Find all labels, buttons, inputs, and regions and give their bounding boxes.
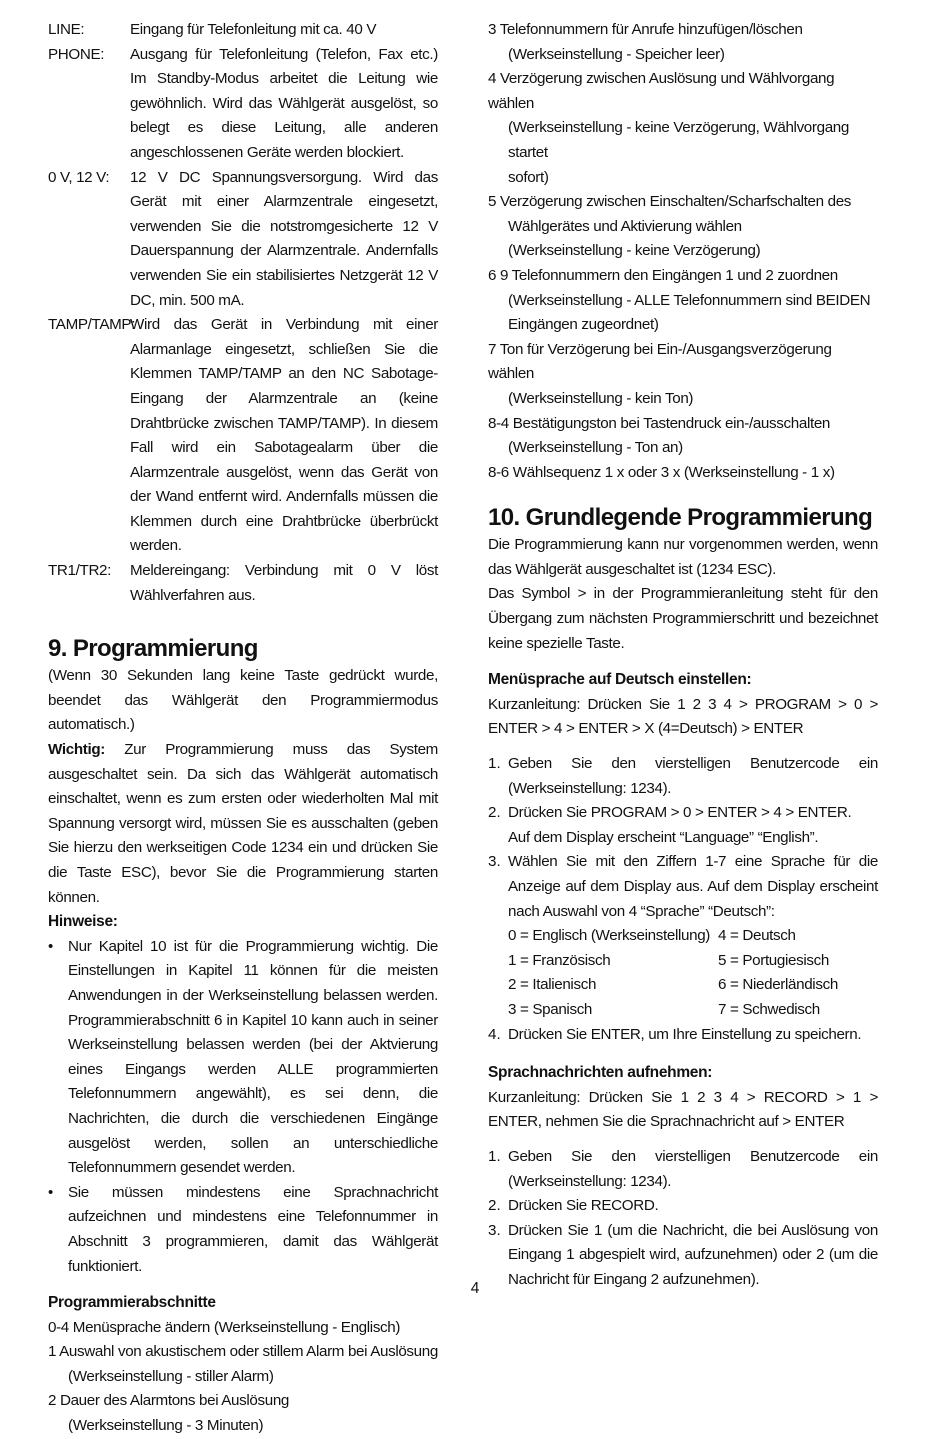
section-item: 0-4 Menüsprache ändern (Werkseinstellung - Englisch) [48,1318,401,1336]
record-steps [488,1145,878,1293]
step-number: 1. [488,755,501,773]
record-short-guide: Kurzanleitung: Drücken Sie 1 2 3 4 > RECORD > 1 > ENTER, nehmen Sie die Sprachnachricht auf > ENTER [488,1088,878,1131]
language-steps [488,752,878,1047]
step-line: Auf dem Display erscheint “Language” “English”. [508,828,819,846]
section-item: 2 Dauer des Alarmtons bei Auslösung [48,1392,290,1410]
right-column [488,18,878,1293]
section-10-heading: 10. Grundlegende Programmierung [488,504,873,532]
definition-term: TR1/TR2: [48,562,112,580]
section-item-detail: (Werkseinstellung - ALLE Telefonnummern sind BEIDEN [508,291,871,309]
important-paragraph [48,738,438,910]
program-sections-left [48,1316,438,1439]
definition-row [48,43,438,166]
record-heading: Sprachnachrichten aufnehmen: [488,1064,713,1082]
note-text: Nur Kapitel 10 ist für die Programmierung wichtig. Die Einstellungen in Kapitel 11 können für die meisten Anwendungen in der Werkseinstellung belassen werden. Programmierabschnitt 6 in Kapitel 10 kann auch in seiner Werkseinstellung belassen werden (bei der Aktvierung eines Eingangs werden ALLE programmierten Telefonnummern angewählt), es sei denn, die Nachrichten, die durch die verschiedenen Eingänge ausgelöst werden, sollen an unterschiedliche Telefonnummern gesendet werden. [68,937,438,1177]
section-item-detail: Wählgerätes und Aktivierung wählen [508,217,742,235]
definition-row [48,18,438,43]
section-item-detail: (Werkseinstellung - Speicher leer) [508,45,725,63]
definition-term: PHONE: [48,45,105,63]
language-option: 4 = Deutsch [718,927,796,945]
section-10-paragraph: Das Symbol > in der Programmieranleitung steht für den Übergang zum nächsten Programmierschritt und bezeichnet keine spezielle Taste. [488,585,878,652]
notes-heading: Hinweise: [48,913,118,931]
section-item: 7 Ton für Verzögerung bei Ein-/Ausgangsverzögerung wählen [488,340,832,383]
list-item [488,850,878,924]
list-item [488,1194,878,1219]
section-item-detail: (Werkseinstellung - keine Verzögerung) [508,242,761,260]
definition-row [48,559,438,608]
step-text: Drücken Sie RECORD. [508,1197,659,1215]
step-line: Drücken Sie PROGRAM > 0 > ENTER > 4 > ENTER. [508,804,852,822]
sections-heading: Programmierabschnitte [48,1294,216,1312]
note-text: Sie müssen mindestens eine Sprachnachricht aufzeichnen und mindestens eine Telefonnummer in Abschnitt 3 programmieren, damit das Wählgerät funktioniert. [68,1183,438,1275]
step-number: 2. [488,804,501,822]
definition-desc: 12 V DC Spannungsversorgung. Wird das Gerät mit einer Alarmzentrale eingesetzt, verwenden Sie die notstromgesicherte 12 V Dauerspannung der Alarmzentrale. Andernfalls verwenden Sie ein stabilisiertes Netzgerät 12 V DC, min. 500 mA. [130,168,438,309]
bullet-icon: • [48,1183,54,1201]
bullet-icon: • [48,937,54,955]
definition-desc: Eingang für Telefonleitung mit ca. 40 V [130,21,377,38]
section-item-detail: sofort) [508,168,549,186]
definition-desc: Meldereingang: Verbindung mit 0 V löst Wählverfahren aus. [130,562,438,604]
important-label: Wichtig: [48,741,105,759]
section-item-detail: (Werkseinstellung - kein Ton) [508,389,694,407]
list-item [488,752,878,801]
section-item-detail: (Werkseinstellung - Ton an) [508,439,683,457]
definition-term: TAMP/TAMP: [48,316,136,334]
language-heading: Menüsprache auf Deutsch einstellen: [488,671,752,689]
list-item [488,801,878,850]
step-text: Geben Sie den vierstelligen Benutzercode ein (Werkseinstellung: 1234). [508,755,878,797]
step-number: 3. [488,853,501,871]
list-item [48,935,438,1181]
section-item-detail: (Werkseinstellung - keine Verzögerung, Wählvorgang startet [508,119,850,161]
list-item [48,1181,438,1279]
section-9-intro: (Wenn 30 Sekunden lang keine Taste gedrückt wurde, beendet das Wählgerät den Programmiermodus automatisch.) [48,667,438,734]
definition-term: 0 V, 12 V: [48,168,110,186]
step-number: 3. [488,1221,501,1239]
language-option: 1 = Französisch [508,951,611,969]
section-item: 6 9 Telefonnummern den Eingängen 1 und 2 zuordnen [488,266,838,284]
definition-desc: Wird das Gerät in Verbindung mit einer Alarmanlage eingesetzt, schließen Sie die Klemmen TAMP/TAMP an den NC Sabotage-Eingang der Alarmzentrale an (keine Drahtbrücke zwischen TAMP/TAMP). In diesem Fall wird ein Sabotagealarm über die Alarmzentrale ausgelöst, wenn das Gerät von der Wand entfernt wird. Andernfalls müssen die Klemmen durch eine Drahtbrücke überbrückt werden. [130,316,438,555]
section-item: 3 Telefonnummern für Anrufe hinzufügen/löschen [488,21,803,38]
definition-row [48,313,438,559]
step-text: Geben Sie den vierstelligen Benutzercode ein (Werkseinstellung: 1234). [508,1147,878,1190]
step-number: 4. [488,1025,501,1043]
language-option: 3 = Spanisch [508,1000,593,1018]
terminal-definitions [48,18,438,608]
program-sections-right [488,18,878,485]
language-option: 7 = Schwedisch [718,1000,820,1018]
language-short-guide: Kurzanleitung: Drücken Sie 1 2 3 4 > PROGRAM > 0 > ENTER > 4 > ENTER > X (4=Deutsch) > ENTER [488,695,878,738]
list-item [488,1145,878,1194]
notes-list [48,935,438,1279]
page-number: 4 [470,1280,480,1297]
definition-term: LINE: [48,21,85,38]
section-item: 8-4 Bestätigungston bei Tastendruck ein-/ausschalten [488,414,831,432]
step-text: Wählen Sie mit den Ziffern 1-7 eine Sprache für die Anzeige auf dem Display aus. Auf dem Display erscheint nach Auswahl von 4 “Sprache” “Deutsch”: [508,853,878,920]
important-text: Zur Programmierung muss das System ausgeschaltet sein. Da sich das Wählgerät automatisch einschaltet, wenn es zum ersten oder wiederholten Mal mit Spannung versorgt wird, müssen Sie es ausschalten (geben Sie hierzu den werkseitigen Code 1234 ein und drücken Sie die Taste ESC), bevor Sie die Programmierung starten können. [48,741,438,906]
section-item: 5 Verzögerung zwischen Einschalten/Scharfschalten des [488,193,852,211]
step-number: 1. [488,1147,501,1165]
language-table [488,924,878,1022]
step-number: 2. [488,1197,501,1215]
section-10-paragraph: Die Programmierung kann nur vorgenommen werden, wenn das Wählgerät ausgeschaltet ist (1234 ESC). [488,536,878,578]
language-option: 0 = Englisch (Werkseinstellung) [508,927,711,945]
definition-row [48,166,438,314]
section-item: 1 Auswahl von akustischem oder stillem Alarm bei Auslösung [48,1343,438,1361]
left-column [48,18,438,1439]
step-text [508,801,878,850]
list-item [488,1023,878,1048]
section-9-heading: 9. Programmierung [48,635,258,663]
language-option: 6 = Niederländisch [718,976,838,994]
step-text: Drücken Sie ENTER, um Ihre Einstellung zu speichern. [508,1025,862,1043]
language-option: 5 = Portugiesisch [718,951,829,969]
section-item-detail: (Werkseinstellung - 3 Minuten) [68,1417,264,1435]
section-item: 4 Verzögerung zwischen Auslösung und Wählvorgang wählen [488,70,835,112]
language-option: 2 = Italienisch [508,976,597,994]
section-item-detail: (Werkseinstellung - stiller Alarm) [68,1367,274,1385]
definition-desc: Ausgang für Telefonleitung (Telefon, Fax etc.) Im Standby-Modus arbeitet die Leitung wie gewöhnlich. Wird das Wählgerät ausgelöst, so belegt es diese Leitung, alle anderen angeschlossenen Geräte werden blockiert. [130,45,438,161]
section-item: 8-6 Wählsequenz 1 x oder 3 x (Werkseinstellung - 1 x) [488,463,835,481]
section-item-detail: Eingängen zugeordnet) [508,316,659,334]
step-text: Drücken Sie 1 (um die Nachricht, die bei Auslösung von Eingang 1 abgespielt wird, aufzunehmen) oder 2 (um die Nachricht für Eingang 2 aufzunehmen). [508,1221,878,1288]
